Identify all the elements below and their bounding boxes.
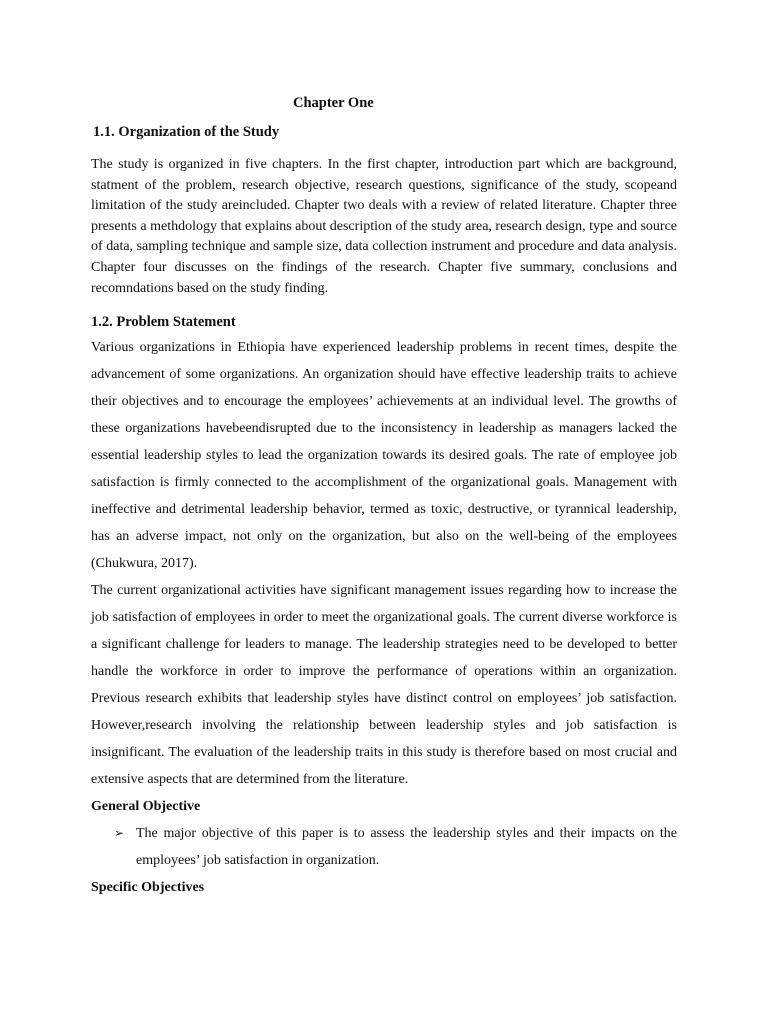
section-heading-organization: 1.1. Organization of the Study <box>93 124 280 140</box>
problem-statement-paragraph-1: Various organizations in Ethiopia have experienced leadership problems in recent times, despite the advancement of some organizations. An organization should have effective leadership traits to achieve their objectives and to encourage the employees’ achievements at an individual level. The growths of these organizations havebeendisrupted due to the inconsistency in leadership as managers lacked the essential leadership styles to lead the organization towards its desired goals. The rate of employee job satisfaction is firmly connected to the accomplishment of the organizational goals. Management with ineffective and detrimental leadership behavior, termed as toxic, destructive, or tyrannical leadership, has an adverse impact, not only on the organization, but also on the well-being of the employees (Chukwura, 2017). <box>91 340 677 572</box>
list-item-text: The major objective of this paper is to assess the leadership styles and their impacts on the employees’ job satisfaction in organization. <box>136 826 677 869</box>
arrow-bullet-icon: ➢ <box>114 826 125 841</box>
section-heading-problem-statement: 1.2. Problem Statement <box>91 314 236 331</box>
organization-paragraph: The study is organized in five chapters. In the first chapter, introduction part which are background, statment of the problem, research objective, research questions, significance of the study, scopeand limitation of the study areincluded. Chapter two deals with a review of related literature. Chapter three presents a methdology that explains about description of the study area, research design, type and source of data, sampling technique and sample size, data collection instrument and procedure and data analysis. Chapter four discusses on the findings of the research. Chapter five summary, conclusions and recomndations based on the study finding. <box>91 157 677 296</box>
list-item <box>114 820 677 874</box>
chapter-title: Chapter One <box>293 95 374 111</box>
problem-statement-paragraph-2: The current organizational activities have significant management issues regarding how to increase the job satisfaction of employees in order to meet the organizational goals. The current diverse workforce is a significant challenge for leaders to manage. The leadership strategies need to be developed to better handle the workforce in order to improve the performance of operations within an organization. Previous research exhibits that leadership styles have distinct control on employees’ job satisfaction. However,research involving the relationship between leadership styles and job satisfaction is insignificant. The evaluation of the leadership traits in this study is therefore based on most crucial and extensive aspects that are determined from the literature. <box>91 583 677 788</box>
general-objective-heading: General Objective <box>91 799 201 815</box>
general-objective-list <box>91 820 677 874</box>
document-page <box>91 93 677 901</box>
specific-objectives-heading: Specific Objectives <box>91 880 205 896</box>
